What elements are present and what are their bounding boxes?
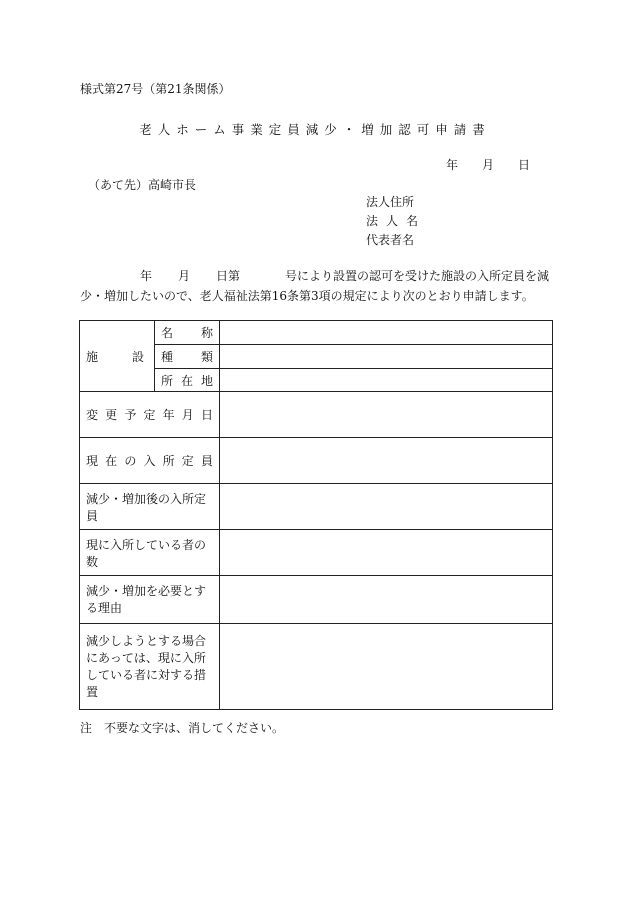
label-char: 定	[143, 408, 156, 422]
change-date-input[interactable]	[220, 392, 553, 438]
table-row	[80, 392, 553, 438]
change-date-label-cell	[80, 392, 220, 438]
facility-label-cell	[80, 321, 155, 392]
label-char: 種	[161, 350, 174, 364]
label-char: 変	[86, 408, 99, 422]
facility-name-label-cell	[155, 321, 220, 345]
label-char: 名	[161, 326, 174, 340]
current-residents-label-cell	[80, 530, 220, 576]
body-day-no: 日第	[216, 269, 241, 283]
label-char: 予	[124, 408, 137, 422]
label-char: 在	[180, 373, 193, 388]
body-month: 月	[178, 269, 191, 283]
form-number: 様式第27号（第21条関係）	[80, 82, 231, 96]
table-row	[80, 530, 553, 576]
date-year-label: 年	[446, 158, 459, 172]
label-char: 所	[162, 454, 175, 468]
label-char: 地	[200, 373, 213, 388]
label-char: 更	[105, 408, 118, 422]
facility-type-input[interactable]	[220, 345, 553, 369]
label-char: 月	[181, 408, 194, 422]
label-char: の	[124, 454, 137, 468]
new-capacity-label-cell	[80, 484, 220, 530]
current-residents-input[interactable]	[220, 530, 553, 576]
facility-type-label-cell	[155, 345, 220, 369]
reason-label: 減少・増加を必要とする理由	[86, 583, 207, 615]
measures-input[interactable]	[220, 624, 553, 710]
label-char: 定	[181, 454, 194, 468]
label-char: 入	[143, 454, 156, 468]
table-row	[80, 438, 553, 484]
reason-label-cell	[80, 576, 220, 624]
corp-name-label: 法人名	[366, 214, 427, 228]
label-char: 称	[200, 326, 213, 340]
addressee: （あて先）高崎市長	[88, 178, 197, 192]
table-row	[80, 624, 553, 710]
facility-label-char: 施	[86, 349, 99, 364]
facility-label-char: 設	[131, 349, 144, 364]
label-char: 員	[200, 454, 213, 468]
table-row	[80, 484, 553, 530]
measures-label: 減少しようとする場合にあっては、現に入所している者に対する措置	[86, 633, 207, 699]
label-char: 類	[200, 350, 213, 364]
facility-location-label-cell	[155, 369, 220, 392]
label-char: 在	[105, 454, 118, 468]
label-char: 年	[162, 408, 175, 422]
table-row	[80, 576, 553, 624]
current-residents-label: 現に入所している者の数	[86, 537, 207, 569]
body-line-2: 少・増加したいので、老人福祉法第16条第3項の規定により次のとおり申請します。	[80, 289, 534, 303]
body-year: 年	[140, 269, 153, 283]
footnote: 注 不要な文字は、消してください。	[80, 721, 285, 735]
label-char: 現	[86, 454, 99, 468]
label-char: 日	[200, 408, 213, 422]
application-table	[79, 320, 553, 710]
form-title: 老人ホーム事業定員減少・増加認可申請書	[139, 122, 491, 137]
date-month-label: 月	[482, 158, 495, 172]
body-rest: 号により設置の認可を受けた施設の入所定員を減	[285, 269, 550, 283]
current-capacity-label-cell	[80, 438, 220, 484]
new-capacity-label: 減少・増加後の入所定員	[86, 491, 207, 523]
label-char: 所	[161, 373, 174, 388]
current-capacity-input[interactable]	[220, 438, 553, 484]
date-day-label: 日	[518, 158, 531, 172]
facility-name-input[interactable]	[220, 321, 553, 345]
table-row	[80, 321, 553, 345]
corp-address-label: 法人住所	[366, 195, 415, 209]
measures-label-cell	[80, 624, 220, 710]
reason-input[interactable]	[220, 576, 553, 624]
corp-representative-label: 代表者名	[366, 233, 415, 247]
new-capacity-input[interactable]	[220, 484, 553, 530]
facility-location-input[interactable]	[220, 369, 553, 392]
